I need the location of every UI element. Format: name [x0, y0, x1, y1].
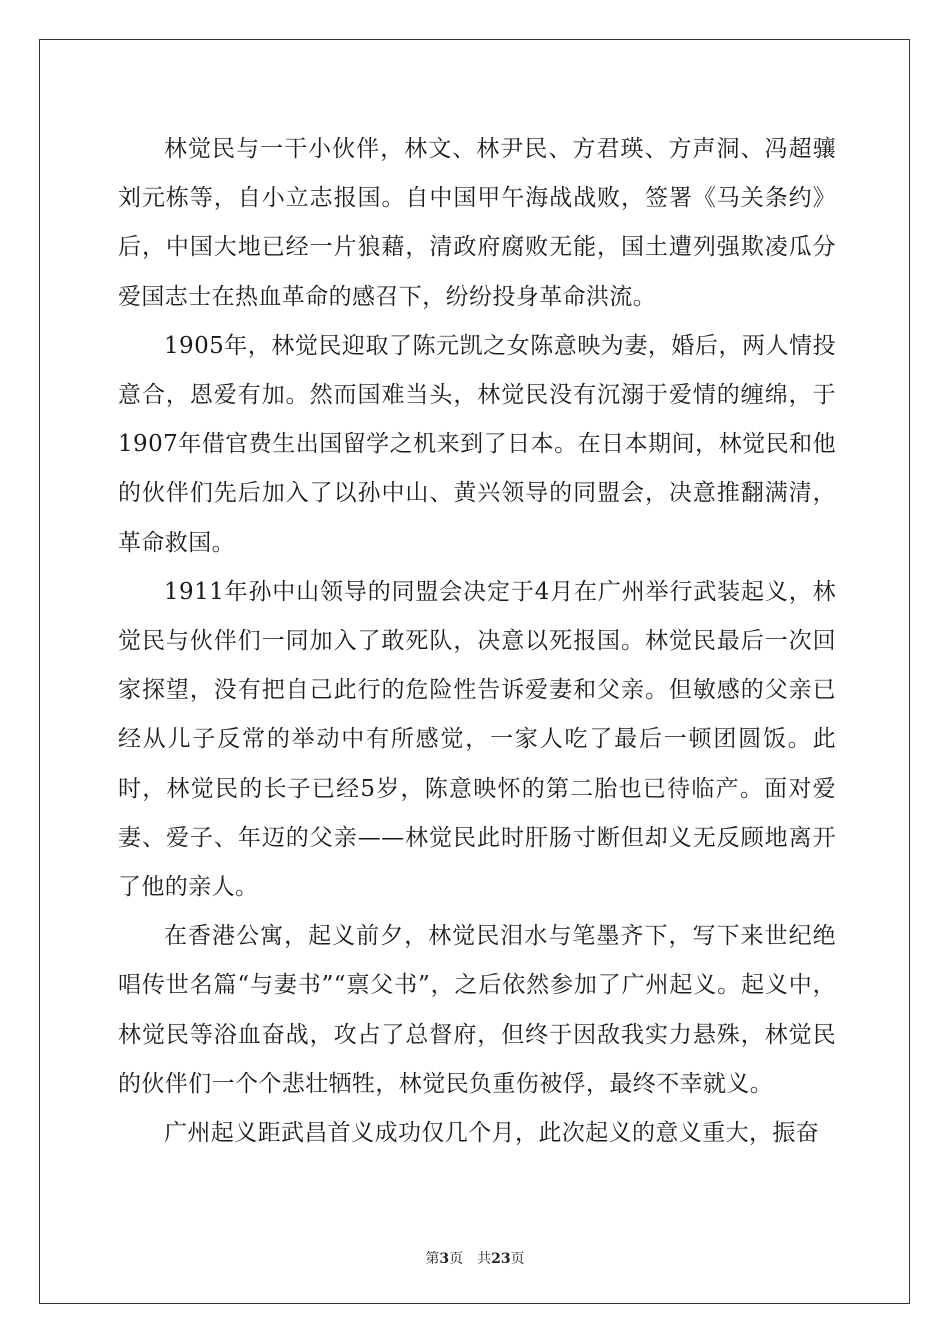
page-total-count: 23: [491, 1251, 511, 1267]
page-number-current: 3: [439, 1251, 450, 1267]
document-body: [118, 125, 836, 1158]
paragraph-3: 1911年孙中山领导的同盟会决定于4月在广州举行武装起义，林觉民与伙伴们一同加入了敢死队，决意以死报国。林觉民最后一次回家探望，没有把自己此行的危险性告诉爱妻和父亲。但敏感的父亲已经从儿子反常的举动中有所感觉，一家人吃了最后一顿团圆饭。此时，林觉民的长子已经5岁，陈意映怀的第二胎也已待临产。面对爱妻、爱子、年迈的父亲——林觉民此时肝肠寸断但却义无反顾地离开了他的亲人。: [118, 578, 836, 901]
page-number-prefix: 第: [425, 1251, 440, 1267]
paragraph-2: 1905年，林觉民迎取了陈元凯之女陈意映为妻，婚后，两人情投意合，恩爱有加。然而国难当头，林觉民没有沉溺于爱情的缠绵，于1907年借官费生出国留学之机来到了日本。在日本期间，林觉民和他的伙伴们先后加入了以孙中山、黄兴领导的同盟会，决意推翻满清，革命救国。: [118, 332, 836, 556]
page-total-unit: 页: [510, 1251, 525, 1267]
paragraph-1: 林觉民与一干小伙伴，林文、林尹民、方君瑛、方声洞、冯超骧刘元栋等，自小立志报国。自中国甲午海战战败，签署《马关条约》后，中国大地已经一片狼藉，清政府腐败无能，国土遭列强欺凌瓜分爱国志士在热血革命的感召下，纷纷投身革命洪流。: [118, 136, 836, 310]
page-footer: [0, 1248, 950, 1268]
paragraph-5: 广州起义距武昌首义成功仅几个月，此次起义的意义重大，振奋: [164, 1120, 820, 1147]
paragraph-4: 在香港公寓，起义前夕，林觉民泪水与笔墨齐下，写下来世纪绝唱传世名篇“与妻书”“禀父书”，之后依然参加了广州起义。起义中，林觉民等浴血奋战，攻占了总督府，但终于因敌我实力悬殊，林觉民的伙伴们一个个悲壮牺牲，林觉民负重伤被俘，最终不幸就义。: [118, 923, 836, 1097]
page-total-prefix: 共: [477, 1251, 492, 1267]
page-number-unit: 页: [449, 1251, 464, 1267]
